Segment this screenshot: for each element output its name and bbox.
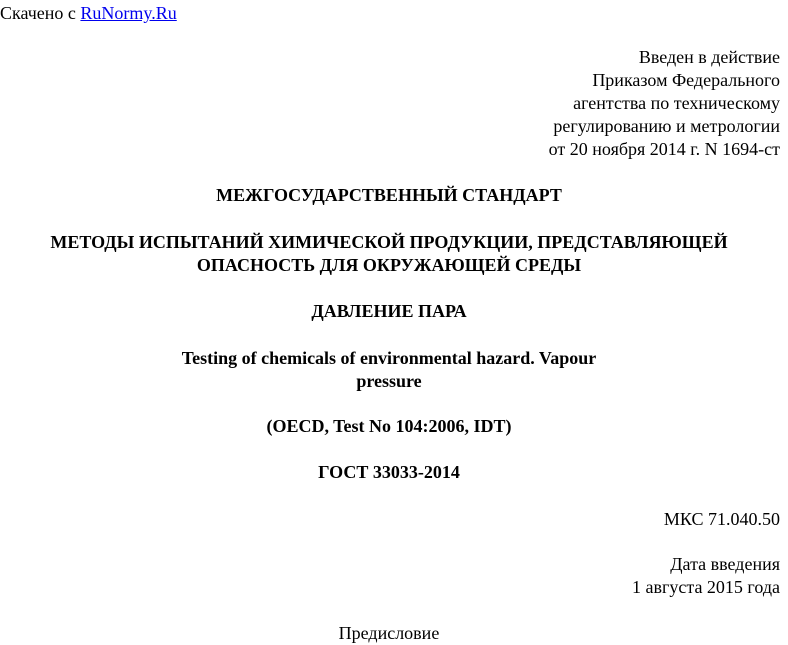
standard-subject-heading (0, 231, 778, 277)
enactment-line: регулированию и метрологии (553, 116, 780, 136)
standard-type-heading: МЕЖГОСУДАРСТВЕННЫЙ СТАНДАРТ (216, 185, 562, 205)
gost-number: ГОСТ 33033-2014 (318, 462, 460, 482)
enactment-line: Введен в действие (638, 47, 780, 67)
introduction-date-block (632, 553, 780, 599)
subject-line: ОПАСНОСТЬ ДЛЯ ОКРУЖАЮЩЕЙ СРЕДЫ (196, 255, 582, 275)
enactment-line: агентства по техническому (573, 93, 780, 113)
introduction-date-label: Дата введения (670, 554, 780, 574)
foreword-heading: Предисловие (338, 623, 440, 643)
english-title (0, 347, 778, 393)
source-prefix: Скачено с (0, 3, 81, 23)
enactment-line: Приказом Федерального (592, 70, 780, 90)
english-title-line: Testing of chemicals of environmental hazard. Vapour (181, 348, 597, 368)
oecd-reference: (OECD, Test No 104:2006, IDT) (266, 416, 512, 436)
standard-subtitle: ДАВЛЕНИЕ ПАРА (311, 301, 467, 321)
english-title-line: pressure (356, 371, 422, 391)
subject-line: МЕТОДЫ ИСПЫТАНИЙ ХИМИЧЕСКОЙ ПРОДУКЦИИ, ПРЕДСТАВЛЯЮЩЕЙ (50, 232, 728, 252)
introduction-date-value: 1 августа 2015 года (632, 577, 780, 597)
runormy-link[interactable]: RuNormy.Ru (80, 3, 177, 23)
enactment-line: от 20 ноября 2014 г. N 1694-ст (548, 139, 780, 159)
mks-code: МКС 71.040.50 (663, 509, 780, 529)
source-line (0, 2, 177, 25)
enactment-block (549, 46, 780, 161)
